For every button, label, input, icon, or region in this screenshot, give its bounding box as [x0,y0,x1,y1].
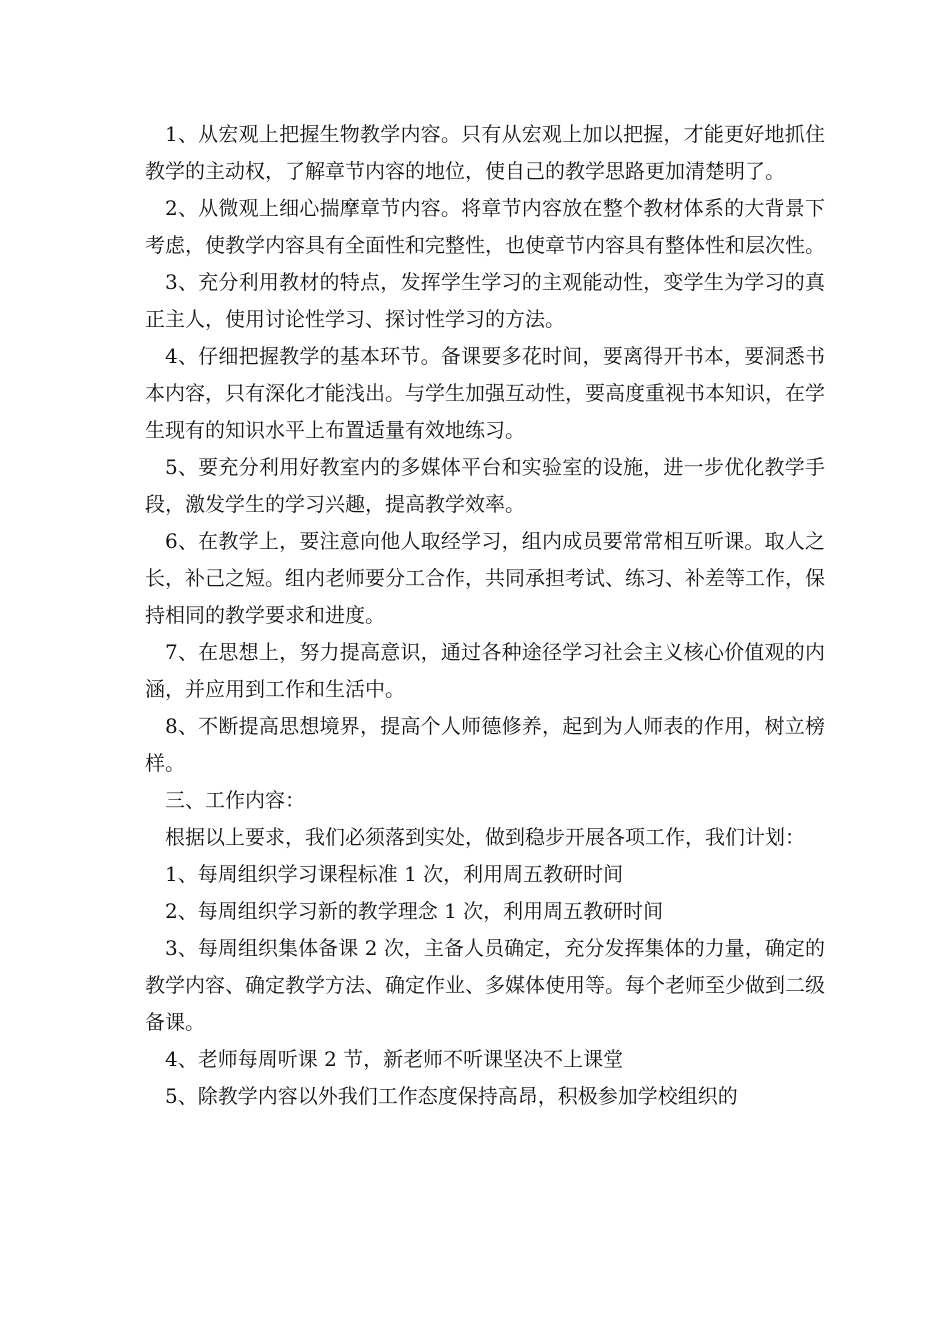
paragraph-3: 3、充分利用教材的特点，发挥学生学习的主观能动性，变学生为学习的真正主人，使用讨论性学习、探讨性学习的方法。 [145,270,825,331]
plan-item-1: 1、每周组织学习课程标准 1 次，利用周五教研时间 [165,862,624,886]
paragraph-5: 5、要充分利用好教室内的多媒体平台和实验室的设施，进一步优化教学手段，激发学生的学习兴趣，提高教学效率。 [145,455,825,516]
plan-item-4: 4、老师每周听课 2 节，新老师不听课坚决不上课堂 [165,1047,624,1071]
paragraph-4: 4、仔细把握教学的基本环节。备课要多花时间，要离得开书本，要洞悉书本内容，只有深化才能浅出。与学生加强互动性，要高度重视书本知识，在学生现有的知识水平上布置适量有效地练习。 [145,344,825,442]
paragraph-8: 8、不断提高思想境界，提高个人师德修养，起到为人师表的作用，树立榜样。 [145,714,825,775]
paragraph-7: 7、在思想上，努力提高意识，通过各种途径学习社会主义核心价值观的内涵，并应用到工作和生活中。 [145,640,825,701]
plan-item-3: 3、每周组织集体备课 2 次，主备人员确定，充分发挥集体的力量，确定的教学内容、确定教学方法、确定作业、多媒体使用等。每个老师至少做到二级备课。 [145,936,825,1034]
document-page [145,116,825,1115]
plan-item-2: 2、每周组织学习新的教学理念 1 次，利用周五教研时间 [165,899,664,923]
section-heading: 三、工作内容： [165,788,305,812]
paragraph-intro: 根据以上要求，我们必须落到实处，做到稳步开展各项工作，我们计划： [165,825,805,849]
paragraph-1: 1、从宏观上把握生物教学内容。只有从宏观上加以把握，才能更好地抓住教学的主动权，了解章节内容的地位，使自己的教学思路更加清楚明了。 [145,122,825,183]
plan-item-5: 5、除教学内容以外我们工作态度保持高昂，积极参加学校组织的 [165,1084,738,1108]
paragraph-6: 6、在教学上，要注意向他人取经学习，组内成员要常常相互听课。取人之长，补己之短。组内老师要分工合作，共同承担考试、练习、补差等工作，保持相同的教学要求和进度。 [145,529,825,627]
paragraph-2: 2、从微观上细心揣摩章节内容。将章节内容放在整个教材体系的大背景下考虑，使教学内容具有全面性和完整性，也使章节内容具有整体性和层次性。 [145,196,825,257]
